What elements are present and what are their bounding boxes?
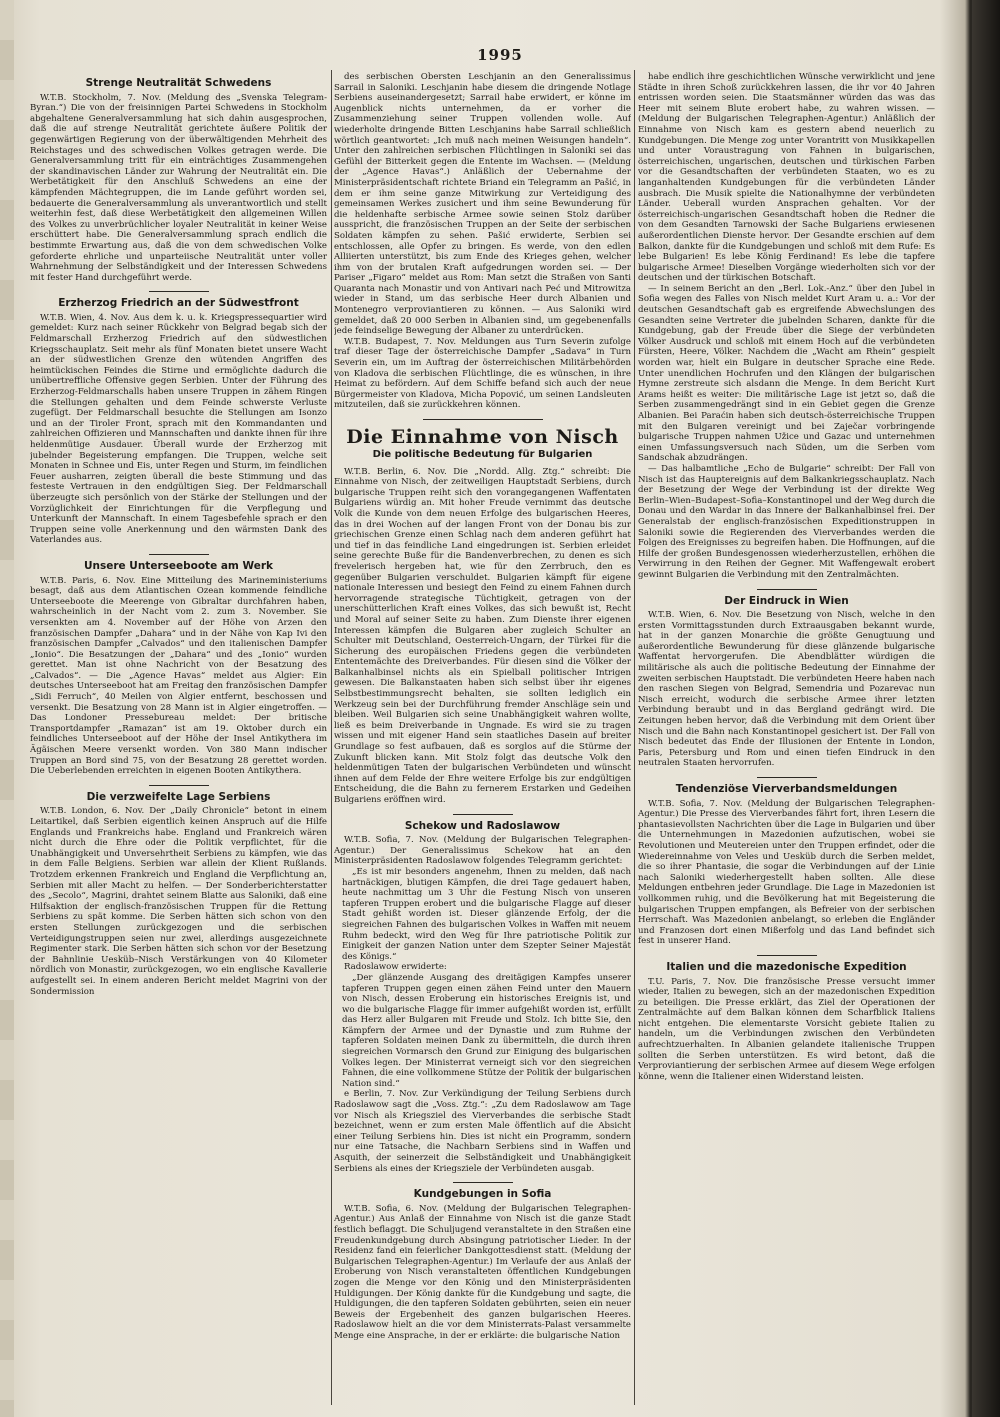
page-number: 1995 bbox=[477, 46, 523, 64]
article-headline: Schekow und Radoslawow bbox=[404, 819, 561, 832]
article-body: e Berlin, 7. Nov. Zur Verkündigung der Teilung Serbiens durch Radoslawow sagt die „Voss. Ztg.“: „Zu dem Radoslawow am Tage vor Nisch als Kriegsziel des Vierverbandes die serbische Stadt bezeichnet, wenn er zum ersten Male öffentlich auf die Absicht einer Teilung Serbiens hin. Dies ist nicht ein Programm, sondern nur eine Tatsache, die Nachbarn Serbiens sind in Waffen und Asquith, der seinerzeit die Selbständigkeit und Unabhängigkeit Serbiens als eines der Kriegsziele der Verbündeten ausgab. bbox=[334, 1089, 631, 1174]
main-headline: Die Einnahme von Nisch bbox=[346, 426, 619, 448]
article-body: W.T.B. Stockholm, 7. Nov. (Meldung des „Svenska Telegram-Byran.“) Die von der freisinnigen Partei Schwedens in Stockholm abgehaltene Generalversammlung hat sich dahin ausgesprochen, daß die auf strenge Neutralität gerichtete äußere Politik der gegenwärtigen Regierung von der überwältigenden Mehrheit des Reichstages und des schwedischen Volkes getragen werde. Die Generalversammlung tritt für ein einträchtiges Zusammengehen der skandinavischen Länder zur Wahrung der Neutralität ein. Die Werbetätigkeit für den Anschluß Schwedens an eine der kämpfenden Mächtegruppen, die im Lande geführt worden sei, bedauerte die Generalversammlung als unverantwortlich und stellt weiterhin fest, daß diese Werbetätigkeit den allgemeinen Willen des Volkes zu unverbrüchlicher loyaler Neutralität in keiner Weise erschüttert habe. Die Generalversammlung sprach endlich die bestimmte Erwartung aus, daß die von dem schwedischen Volke geforderte ehrliche und unparteiische Neutralität unter voller Wahrnehmung der Selbständigkeit und der Interessen Schwedens mit fester Hand durchgeführt werde. bbox=[30, 92, 327, 283]
article-headline: Die verzweifelte Lage Serbiens bbox=[86, 790, 271, 803]
book-spine bbox=[972, 0, 1000, 1417]
article-headline: Tendenziöse Vierverbandsmeldungen bbox=[675, 783, 898, 795]
article-separator bbox=[757, 955, 817, 956]
article-headline: Italien und die mazedonische Expedition bbox=[666, 960, 907, 973]
article-body: W.T.B. Sofia, 7. Nov. (Meldung der Bulgarischen Telegraphen-Agentur.) Die Presse des Vierverbandes fährt fort, ihren Lesern die phantasievollsten Nachrichten über die Lage in Bulgarien und über die Unternehmungen in Mazedonien aufzutischen, wobei sie Revolutionen und Meutereien unter den Truppen erfindet, oder die Wiedereinnahme von Veles und Uesküb durch die Serben meldet, die so ihrer Phantasie, die sogar die Verbindungen auf der Linie nach Saloniki wiederhergestellt haben sollten. Alle diese Meldungen entbehren jeder Grundlage. Die Lage in Mazedonien ist vollkommen ruhig, und die Bevölkerung hat mit Begeisterung die bulgarischen Truppen empfangen, als Befreier von der serbischen Herrschaft. Was Mazedonien anbelangt, so erleben die Engländer und Franzosen dort einen Mißerfolg und das Land befindet sich fest in unserer Hand. bbox=[638, 798, 935, 947]
article-headline: Erzherzog Friedrich an der Südwestfront bbox=[58, 297, 299, 310]
column-rule bbox=[331, 70, 332, 1405]
article-body: habe endlich ihre geschichtlichen Wünsche verwirklicht und jene Städte in ihren Schoß zurückkehren lassen, die ihr vor 40 Jahren entrissen worden seien. Die Staatsmänner würden das was das Heer mit seinem Blute erobert habe, zu wahren wissen. — (Meldung der Bulgarischen Telegraphen-Agentur.) Anläßlich der Einnahme von Nisch kam es gestern abend neuerlich zu Kundgebungen. Die Menge zog unter Vorantritt von Musikkapellen und unter Voraustragung von Fahnen in bulgarischen, österreichischen, ungarischen, deutschen und türkischen Farben vor die Gesandtschaften der verbündeten Staaten, wo es zu langanhaltenden Kundgebungen für die verbündeten Länder ausbrach. Die Musik spielte die Nationalhymne der verbündeten Länder. Ueberall wurden Ansprachen gehalten. Vor der österreichisch-ungarischen Gesandtschaft hoben die Redner die von dem Gesandten Tarnowski der Sache Bulgariens erwiesenen außerordentlichen Dienste hervor. Der Gesandte erschien auf dem Balkon, dankte für die Kundgebungen und schloß mit dem Rufe: Es lebe Bulgarien! Es lebe König Ferdinand! Es lebe die tapfere bulgarische Armee! Dieselben Vorgänge wiederholten sich vor der deutschen und der türkischen Botschaft. bbox=[638, 72, 935, 284]
article-separator bbox=[757, 777, 817, 778]
article-separator bbox=[149, 554, 209, 555]
article-separator bbox=[757, 589, 817, 590]
page-binding-edge bbox=[0, 0, 14, 1417]
article-body: W.T.B. Paris, 6. Nov. Eine Mitteilung des Marineministeriums besagt, daß aus dem Atlantischen Ozean kommende feindliche Unterseeboote die Meerenge von Gibraltar durchfahren haben, wahrscheinlich in der Nacht vom 2. zum 3. November. Sie versenkten am 4. November auf der Höhe von Arzen den französischen Dampfer „Dahara“ und in der Nähe von Kap Ivi den französischen Dampfer „Calvados“ und den italienischen Dampfer „Ionio“. Die Besatzungen der „Dahara“ und des „Ionio“ wurden gerettet. Man ist ohne Nachricht von der Besatzung des „Calvados“. — Die „Agence Havas“ meldet aus Algier: Ein deutsches Unterseeboot hat am Freitag den französischen Dampfer „Sidi Ferruch“, 40 Meilen von Algier entfernt, beschossen und versenkt. Die Besatzung von 28 Mann ist in Algier eingetroffen. — Das Londoner Pressebureau meldet: Der britische Transportdampfer „Ramazan“ ist am 19. Oktober durch ein feindliches Unterseeboot auf der Höhe der Insel Antikythera im Ägäischen Meere versenkt worden. Von 380 Mann indischer Truppen an Bord sind 75, von der Besatzung 28 gerettet worden. Die Ueberlebenden erreichten in eigenen Booten Antikythera. bbox=[30, 575, 327, 777]
article-headline: Kundgebungen in Sofia bbox=[413, 1188, 552, 1201]
article-separator bbox=[149, 291, 209, 292]
article-separator bbox=[423, 419, 543, 420]
column-middle bbox=[334, 72, 631, 1402]
column-right bbox=[638, 72, 935, 1402]
article-body: T.U. Paris, 7. Nov. Die französische Presse versucht immer wieder, Italien zu bewegen, sich an der mazedonischen Expedition zu beteiligen. Die Presse erklärt, das Ziel der Operationen der Zentralmächte auf dem Balkan können dem Scharfblick Italiens nicht entgehen. Die elementarste Vorsicht gebiete Italien zu handeln, um die Verbindungen zwischen den Verbündeten aufrechtzuerhalten. In Albanien gelandete italienische Truppen sollten die Serben unterstützen. Es wird betont, daß die Verproviantierung der serbischen Armee auf diesem Wege erfolgen könne, wenn die Italiener einen Widerstand leisten. bbox=[638, 976, 935, 1082]
article-body: W.T.B. London, 6. Nov. Der „Daily Chronicle“ betont in einem Leitartikel, daß Serbien eigentlich keinen Anspruch auf die Hilfe Englands und Frankreichs habe. England und Frankreich wären nicht durch die Ehre oder die Politik verpflichtet, für die Unabhängigkeit und Unversehrtheit Serbiens zu kämpfen, wie das in dem Falle Belgiens. Serbien war allein der Klient Rußlands. Trotzdem erkennen Frankreich und England die Verpflichtung an, Serbien mit aller Macht zu helfen. — Der Sonderberichterstatter des „Secolo“, Magrini, drahtet seinem Blatte aus Saloniki, daß eine Hilfsaktion der englisch-französischen Truppen für die Rettung Serbiens zu spät komme. Die Serben hätten sich schon von den ersten Stellungen zurückgezogen und die serbischen Verteidigungstruppen seien nur zwei, allerdings ausgezeichnete Regimenter stark. Die Serben hätten sich schon vor der Besetzung der Bahnlinie Uesküb–Nisch Verstärkungen von 40 Kilometer nördlich von Monastir, zurückgezogen, wo ein englische Kavallerie aufgestellt sei. In einem anderen Bericht meldet Magrini von der Sondermission bbox=[30, 806, 327, 997]
column-left bbox=[30, 72, 327, 1402]
article-separator bbox=[453, 1182, 513, 1183]
telegram-quote: „Es ist mir besonders angenehm, Ihnen zu melden, daß nach hartnäckigen, blutigen Kämpfen, die drei Tage gedauert haben, heute nachmittag um 3 Uhr die Festung Nisch von unseren tapferen Truppen erobert und die bulgarische Flagge auf dieser Stadt gehißt worden ist. Dieser glänzende Erfolg, der die siegreichen Fahnen des bulgarischen Volkes in Waffen mit neuem Ruhm bedeckt, wird den Weg für Ihre patriotische Politik zur Einigkeit der ganzen Nation unter dem Szepter Seiner Majestät des Königs.“ bbox=[342, 866, 631, 962]
article-headline: Strenge Neutralität Schwedens bbox=[85, 77, 272, 89]
article-body: W.T.B. Budapest, 7. Nov. Meldungen aus Turn Severin zufolge traf dieser Tage der österreichische Dampfer „Sadava“ in Turn Severin ein, um im Auftrag der österreichischen Militärbehörden von Kladova die serbischen Flüchtlinge, die es wünschen, in ihre Heimat zu befördern. Auf dem Schiffe befand sich auch der neue Bürgermeister von Kladova, Micha Popović, um seinen Landsleuten mitzuteilen, daß sie zurückkehren können. bbox=[334, 336, 631, 411]
article-body: — Das halbamtliche „Echo de Bulgarie“ schreibt: Der Fall von Nisch ist das Hauptereignis auf dem Balkankriegsschauplatz. Nach der Besetzung der Wege der Verbindung ist der direkte Weg Berlin–Wien–Budapest–Sofia–Konstantinopel und der Weg durch die Donau und den Wardar in das Innere der Balkanhalbinsel frei. Der Generalstab der englisch-französischen Expeditionstruppen in Saloniki sowie die Regierenden des Vierverbandes werden die Folgen des Ereignisses zu begreifen haben. Die Hoffnungen, auf die Hilfe der großen Bundesgenossen wiederherzustellen, erhöhen die Verwirrung in den Reihen der Gegner. Mit Waffengewalt erobert gewinnt Bulgarien die Verbindung mit den Zentralmächten. bbox=[638, 463, 935, 580]
article-body: — In seinem Bericht an den „Berl. Lok.-Anz.“ über den Jubel in Sofia wegen des Falles von Nisch meldet Kurt Aram u. a.: Vor der deutschen Gesandtschaft gab es ergreifende Abwechslungen des Gesandten seine Vertreter die jubelnden Scharen, dankte für die Kundgebung, gab der Freude über die Siege der verbündeten Völker Ausdruck und schloß mit einem Hoch auf die verbündeten Fürsten, Heere, Völker. Nachdem die „Wacht am Rhein“ gespielt worden war, hielt ein Bulgare in deutscher Sprache eine Rede. Unter unendlichen Hochrufen und den Klängen der bulgarischen Hymne zerstreute sich alsdann die Menge. In dem Bericht Kurt Arams heißt es weiter: Die militärische Lage ist jetzt so, daß die Serben zusammengedrängt sind in ein Gebiet gegen die Grenze Albanien. Bei Paraćin haben sich deutsch-österreichische Truppen mit den Bulgaren vereinigt und bei Zaječar vorbringende bulgarische Truppen nahmen Užice und Gazac und unternehmen einen Umfassungsversuch nach Süden, um die Serben vom Sandschak abzudrängen. bbox=[638, 283, 935, 464]
column-rule bbox=[634, 70, 635, 1405]
article-separator bbox=[149, 785, 209, 786]
article-body: des serbischen Obersten Leschjanin an den Generalissimus Sarrail in Saloniki. Leschjanin habe diesem die dringende Notlage Serbiens auseinandergesetzt; Sarrail habe erwidert, er könne im Augenblick nichts unternehmen, da er vorher die Zusammenziehung seiner Truppen vollenden wolle. Auf wiederholte dringende Bitten Leschjanins habe Sarrail schließlich wörtlich geantwortet: „Ich muß nach meinen Weisungen handeln“. Unter den zahlreichen serbischen Flüchtlingen in Saloniki sei das Gefühl der Bitterkeit gegen die Entente im Wachsen. — (Meldung der „Agence Havas“.) Anläßlich der Uebernahme der Ministerpräsidentschaft richtete Briand ein Telegramm an Pašić, in dem er ihm seine ganze Mitwirkung zur Verteidigung des gemeinsamen Werkes zusichert und ihm seine Bewunderung für die heldenhafte serbische Armee sowie seinen Stolz darüber ausspricht, die französischen Truppen an der Seite der serbischen Soldaten kämpfen zu sehen. Pašić erwiderte, Serbien sei entschlossen, alle Opfer zu bringen. Es werde, von den edlen Alliierten unterstützt, bis zum Ende des Krieges gehen, welcher ihm von der brutalen Kraft aufgedrungen worden sei. — Der Pariser „Figaro“ meldet aus Rom: Man setzt die Straßen von Santi Quaranta nach Monastir und von Antivari nach Peć und Mitrowitza wieder in Stand, um das serbische Heer durch Albanien und Montenegro verproviantieren zu können. — Aus Saloniki wird gemeldet, daß 20 000 Serben in Albanien sind, um gegebenenfalls jede feindselige Bewegung der Albaner zu unterdrücken. bbox=[334, 72, 631, 337]
article-headline: Unsere Unterseeboote am Werk bbox=[83, 559, 274, 572]
article-body: W.T.B. Sofia, 7. Nov. (Meldung der Bulgarischen Telegraphen-Agentur.) Der Generalissimus Schekow hat an den Ministerpräsidenten Radoslawow folgendes Telegramm gerichtet: bbox=[334, 835, 631, 867]
article-headline: Der Eindruck in Wien bbox=[724, 594, 849, 607]
article-body: W.T.B. Wien, 4. Nov. Aus dem k. u. k. Kriegspressequartier wird gemeldet: Kurz nach seiner Rückkehr von Belgrad begab sich der Feldmarschall Erzherzog Friedrich auf den südwestlichen Kriegsschauplatz. Seit mehr als fünf Monaten bietet unsere Wacht an der südwestlichen Grenze den wütenden Angriffen des heimtückischen Feindes die Stirne und ermöglichte dadurch die unübertreffliche Offensive gegen Serbien. Unter der Führung des Erzherzog-Feldmarschalls haben unsere Truppen in zähem Ringen die Stellungen gehalten und dem Feinde schwerste Verluste zugefügt. Der Feldmarschall besuchte die Stellungen am Isonzo und an der Tiroler Front, sprach mit den Kommandanten und zahlreichen Offizieren und Mannschaften und dankte ihnen für ihre heldenmütige Ausdauer. Überall wurde der Erzherzog mit jubelnder Begeisterung empfangen. Die Truppen, welche seit Monaten in Schnee und Eis, unter Regen und Sturm, im feindlichen Feuer ausharren, zeigten überall die beste Stimmung und das festeste Vertrauen in den endgültigen Sieg. Der Feldmarschall überzeugte sich persönlich von der Stärke der Stellungen und der Vorzüglichkeit der Einrichtungen für die Verpflegung und Unterkunft der Mannschaft. In einem Tagesbefehle sprach er den Truppen seine volle Anerkennung und den wärmsten Dank des Vaterlandes aus. bbox=[30, 312, 327, 546]
article-body: Radoslawow erwiderte: bbox=[344, 962, 447, 973]
sub-headline: Die politische Bedeutung für Bulgarien bbox=[372, 449, 593, 460]
article-body: W.T.B. Berlin, 6. Nov. Die „Nordd. Allg. Ztg.“ schreibt: Die Einnahme von Nisch, der zeitweiligen Hauptstadt Serbiens, durch bulgarische Truppen reiht sich den vorangegangenen Waffentaten Bulgariens würdig an. Mit hoher Freude vernimmt das deutsche Volk die Kunde von dem neuen Erfolge des bulgarischen Heeres, das in drei Wochen auf der langen Front von der Donau bis zur griechischen Grenze einen Schlag nach dem anderen geführt hat und tief in das feindliche Land eingedrungen ist. Serbien erleidet seine gerechte Buße für die Bandenverbrechen, zu denen es sich frevelerisch hergeben hat, wie für den Zerrbruch, den es gegenüber Bulgarien verschuldet. Bulgarien kämpft für eigene nationale Interessen und besiegt den Feind zu einem Fahnen durch hervorragende strategische Tüchtigkeit, getragen von der unerschütterlichen Kraft eines Volkes, das sich bewußt ist, Recht und Moral auf seiner Seite zu haben. Zum Dienste ihrer eigenen Interessen kämpfen die Bulgaren aber zugleich Schulter an Schulter mit Deutschland, Oesterreich-Ungarn, der Türkei für die Sicherung des europäischen Friedens gegen die verbündeten Ententemächte des Dreiverbandes. Für diesen sind die Völker der Balkanhalbinsel nichts als ein Spielball politischer Intrigen gewesen. Die Balkanstaaten haben sich selbst über ihr eigenes Selbstbestimmungsrecht behalten, sie sollten lediglich ein Werkzeug sein bei der Durchführung fremder Anschläge sein und bleiben. Weil Bulgarien sich seine Unabhängigkeit wahren wollte, ließ es beim Dreiverbande in Ungnade. Es wird sie zu tragen wissen und mit eigener Hand sein staatliches Dasein auf breiter Grundlage so fest aufbauen, daß es sorglos auf die Stürme der Zukunft blicken kann. Mit Stolz folgt das deutsche Volk den heldenmütigen Taten der bulgarischen Verbündeten und wünscht ihnen auf dem Felde der Ehre weitere Erfolge bis zur endgültigen Entscheidung, die die Bahn zu fernerem Erstarken und Gedeihen Bulgariens eröffnen wird. bbox=[334, 466, 631, 805]
article-body: W.T.B. Wien, 6. Nov. Die Besetzung von Nisch, welche in den ersten Vormittagsstunden durch Extraausgaben bekannt wurde, hat in der ganzen Monarchie die größte Genugtuung und außerordentliche Bewunderung für diese glänzende bulgarische Waffentat hervorgerufen. Die Abendblätter würdigen die militärische als auch die politische Bedeutung der Einnahme der zweiten serbischen Hauptstadt. Die verbündeten Heere haben nach den raschen Siegen von Belgrad, Semendria und Pozarevac nun Nisch erreicht, wodurch die serbische Armee ihrer letzten Verbindung beraubt und in das Bergland gedrängt wird. Die Zeitungen heben hervor, daß die Verbindung mit dem Orient über Nisch und die Bahn nach Konstantinopel gesichert ist. Der Fall von Nisch bedeutet das Ende der Illusionen der Entente in London, Paris, Petersburg und Rom und einen tiefen Eindruck in den neutralen Staaten hervorrufen. bbox=[638, 610, 935, 769]
telegram-quote: „Der glänzende Ausgang des dreitägigen Kampfes unserer tapferen Truppen gegen einen zähen Feind unter den Mauern von Nisch, dessen Eroberung ein historisches Ereignis ist, und wo die bulgarische Flagge für immer aufgehißt worden ist, erfüllt das Herz aller Bulgaren mit Freude und Stolz. Ich bitte Sie, den Kämpfern der Armee und der Dynastie und zum Ruhme der tapferen Soldaten meinen Dank zu übermitteln, die durch ihren siegreichen Vormarsch den Grund zur Einigung des bulgarischen Volkes legen. Der Ministerrat verneigt sich vor den siegreichen Fahnen, die eine vollkommene Stütze der Politik der bulgarischen Nation sind.“ bbox=[342, 972, 631, 1089]
article-body: W.T.B. Sofia, 6. Nov. (Meldung der Bulgarischen Telegraphen-Agentur.) Aus Anlaß der Einnahme von Nisch ist die ganze Stadt festlich beflaggt. Die Schuljugend veranstaltete in den Straßen eine Freudenkundgebung durch Absingung patriotischer Lieder. In der Residenz fand ein feierlicher Dankgottesdienst statt. (Meldung der Bulgarischen Telegraphen-Agentur.) Im Verlaufe der aus Anlaß der Eroberung von Nisch veranstalteten öffentlichen Kundgebungen zogen die Menge vor den König und den Ministerpräsidenten Huldigungen. Der König dankte für die Kundgebung und sagte, die Huldigungen, die den tapferen Soldaten gebührten, seien ein neuer Beweis der Ergebenheit des ganzen bulgarischen Heeres. Radoslawow hielt an die vor dem Ministerrats-Palast versammelte Menge eine Ansprache, in der er erklärte: die bulgarische Nation bbox=[334, 1203, 631, 1341]
article-separator bbox=[453, 814, 513, 815]
